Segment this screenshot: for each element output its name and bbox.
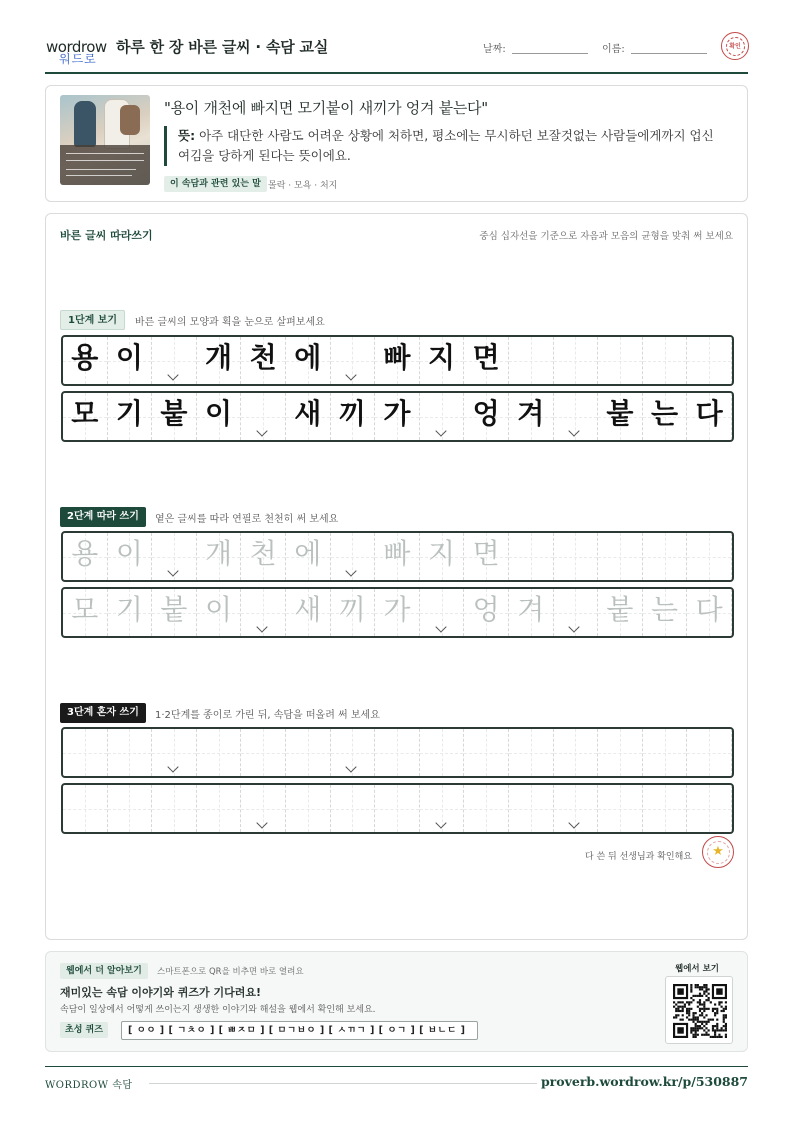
chosung-quiz-box[interactable]: [ ㅇㅇ ] [ ㄱㅊㅇ ] [ ㅃㅈㅁ ] [ ㅁㄱㅂㅇ ] [ ㅅㄲㄱ ] [ ㅇㄱ ] [ ㅂㄴㄷ ] [121, 1021, 478, 1040]
grid-char: 이 [205, 593, 233, 626]
name-label: 이름: [602, 44, 625, 55]
grid-char: 가 [383, 397, 411, 430]
grid-cell [241, 393, 286, 440]
grid-char: 지 [428, 341, 456, 374]
grid-char: 붙 [160, 593, 188, 626]
grid-cell[interactable] [331, 589, 376, 636]
grid-char: 끼 [338, 397, 366, 430]
step3-badge: 3단계 혼자 쓰기 [60, 703, 146, 723]
grid-cell[interactable] [643, 589, 688, 636]
grid-char: 이 [115, 537, 143, 570]
grid-char: 용 [71, 341, 99, 374]
grid-cell[interactable] [108, 785, 153, 832]
grid-char: 에 [294, 537, 322, 570]
space-mark-icon [167, 761, 178, 772]
check-text: 다 쓴 뒤 선생님과 확인해요 [584, 852, 692, 862]
grid-cell [420, 393, 465, 440]
grid-cell[interactable] [643, 729, 688, 776]
grid-char: 엉 [472, 397, 500, 430]
grid-cell[interactable] [331, 533, 376, 580]
grid-char: 모 [71, 593, 99, 626]
grid-cell [687, 337, 732, 384]
grid-cell [687, 393, 732, 440]
space-mark-icon [167, 565, 178, 576]
grid-cell [643, 393, 688, 440]
seal-icon [721, 32, 749, 60]
grid-cell[interactable] [241, 589, 286, 636]
grid-cell[interactable] [509, 785, 554, 832]
grid-cell[interactable] [197, 785, 242, 832]
grid-char: 기 [115, 593, 143, 626]
grid-char: 천 [249, 341, 277, 374]
grid-cell[interactable] [375, 533, 420, 580]
qr-label: 웹에서 보기 [674, 964, 719, 974]
wordrow-logo[interactable] [45, 34, 109, 66]
grid-cell[interactable] [598, 729, 643, 776]
step2-badge: 2단계 따라 쓰기 [60, 507, 146, 527]
grid-char: 면 [472, 537, 500, 570]
grid-char: 겨 [517, 397, 545, 430]
grid-cell[interactable] [241, 533, 286, 580]
grid-cell[interactable] [509, 533, 554, 580]
grid-char: 모 [71, 397, 99, 430]
grid-cell [509, 393, 554, 440]
grid-cell[interactable] [509, 729, 554, 776]
grid-cell [108, 393, 153, 440]
proverb-quote: "용이 개천에 빠지면 모기붙이 새끼가 엉겨 붙는다" [164, 99, 488, 117]
grid-char: 새 [294, 397, 322, 430]
grid-cell[interactable] [197, 729, 242, 776]
grid-cell[interactable] [464, 533, 509, 580]
footer-url[interactable]: proverb.wordrow.kr/p/530887 [540, 1074, 748, 1089]
space-mark-icon [256, 817, 267, 828]
grid-char: 빠 [383, 537, 411, 570]
step1-desc: 바른 글씨의 모양과 획을 눈으로 살펴보세요 [135, 317, 325, 328]
grid-cell[interactable] [464, 729, 509, 776]
proverb-meaning [164, 126, 724, 166]
qr-code[interactable] [665, 976, 733, 1044]
space-mark-icon [569, 621, 580, 632]
date-field[interactable] [512, 53, 588, 54]
star-icon: ★ [712, 844, 724, 859]
space-mark-icon [435, 425, 446, 436]
promo-desc: 속담이 일상에서 어떻게 쓰이는지 생생한 이야기와 해설을 웹에서 확인해 보세요. [60, 1005, 376, 1015]
grid-cell [152, 337, 197, 384]
grid-char: 개 [205, 537, 233, 570]
grid-cell [63, 337, 108, 384]
grid-cell [197, 337, 242, 384]
grid-cell[interactable] [687, 785, 732, 832]
step3-row-1[interactable] [61, 727, 734, 778]
grid-cell [331, 393, 376, 440]
grid-cell[interactable] [375, 729, 420, 776]
grid-cell[interactable] [420, 589, 465, 636]
grid-cell [375, 393, 420, 440]
grid-cell [554, 337, 599, 384]
meaning-text: 아주 대단한 사람도 어려운 상황에 처하면, 평소에는 무시하던 보잘것없는 사람들에게까지 업신여김을 당하게 된다는 뜻이에요. [178, 128, 714, 163]
grid-cell[interactable] [598, 589, 643, 636]
grid-cell [197, 393, 242, 440]
grid-cell [152, 393, 197, 440]
grid-char: 겨 [517, 593, 545, 626]
grid-cell[interactable] [63, 533, 108, 580]
grid-char: 가 [383, 593, 411, 626]
grid-cell[interactable] [197, 533, 242, 580]
space-mark-icon [435, 817, 446, 828]
grid-cell[interactable] [152, 589, 197, 636]
practice-hint: 중심 십자선을 기준으로 자음과 모음의 균형을 맞춰 써 보세요 [479, 231, 733, 242]
grid-cell [420, 337, 465, 384]
grid-cell[interactable] [241, 729, 286, 776]
logo-subtext: 워드로 [59, 52, 97, 66]
space-mark-icon [569, 817, 580, 828]
footer-brand: WORDROW 속담 [45, 1080, 133, 1091]
grid-char: 용 [71, 537, 99, 570]
grid-cell[interactable] [643, 785, 688, 832]
space-mark-icon [346, 761, 357, 772]
grid-cell[interactable] [554, 729, 599, 776]
grid-cell[interactable] [687, 533, 732, 580]
grid-char: 천 [249, 537, 277, 570]
grid-cell[interactable] [375, 785, 420, 832]
web-hint: 스마트폰으로 QR을 비추면 바로 열려요 [157, 967, 304, 977]
grid-cell [286, 337, 331, 384]
grid-char: 다 [695, 593, 723, 626]
grid-cell [375, 337, 420, 384]
grid-char: 끼 [338, 593, 366, 626]
step3-desc: 1·2단계를 종이로 가린 뒤, 속담을 떠올려 써 보세요 [155, 710, 380, 721]
grid-cell [331, 337, 376, 384]
name-field[interactable] [631, 53, 707, 54]
grid-cell[interactable] [286, 729, 331, 776]
step1-row-2 [61, 391, 734, 442]
grid-cell[interactable] [687, 729, 732, 776]
proverb-illustration [60, 95, 150, 185]
grid-cell [286, 393, 331, 440]
step1-badge: 1단계 보기 [60, 310, 125, 330]
grid-cell[interactable] [241, 785, 286, 832]
grid-cell[interactable] [509, 589, 554, 636]
footer-divider [45, 1066, 748, 1067]
grid-cell[interactable] [197, 589, 242, 636]
space-mark-icon [167, 369, 178, 380]
grid-cell[interactable] [152, 533, 197, 580]
grid-cell [509, 337, 554, 384]
grid-char: 개 [205, 341, 233, 374]
grid-cell[interactable] [108, 589, 153, 636]
grid-char: 이 [205, 397, 233, 430]
grid-char: 엉 [472, 593, 500, 626]
grid-cell [464, 393, 509, 440]
step2-row-2[interactable] [61, 587, 734, 638]
grid-cell[interactable] [464, 785, 509, 832]
date-label: 날짜: [483, 44, 506, 55]
grid-char: 새 [294, 593, 322, 626]
grid-cell[interactable] [152, 729, 197, 776]
grid-cell[interactable] [331, 729, 376, 776]
step2-row-1[interactable] [61, 531, 734, 582]
related-words: 몰락 · 모욕 · 처지 [268, 181, 338, 191]
grid-cell[interactable] [63, 729, 108, 776]
grid-cell[interactable] [420, 533, 465, 580]
grid-cell[interactable] [554, 589, 599, 636]
qr-code-icon [673, 984, 727, 1038]
grid-cell[interactable] [286, 785, 331, 832]
grid-cell[interactable] [331, 785, 376, 832]
grid-cell[interactable] [643, 533, 688, 580]
space-mark-icon [256, 425, 267, 436]
grid-char: 다 [695, 397, 723, 430]
quiz-badge: 초성 퀴즈 [60, 1022, 108, 1038]
grid-char: 지 [428, 537, 456, 570]
teacher-stamp-icon [702, 836, 734, 868]
grid-cell[interactable] [63, 589, 108, 636]
grid-cell[interactable] [598, 785, 643, 832]
grid-cell[interactable] [108, 533, 153, 580]
seal-text: 확인 [729, 43, 741, 50]
grid-cell[interactable] [420, 729, 465, 776]
meaning-label: 뜻: [178, 128, 196, 143]
promo-title: 재미있는 속담 이야기와 퀴즈가 기다려요! [60, 986, 261, 999]
grid-char: 붙 [160, 397, 188, 430]
grid-cell[interactable] [286, 533, 331, 580]
space-mark-icon [346, 369, 357, 380]
grid-char: 는 [651, 397, 679, 430]
space-mark-icon [569, 425, 580, 436]
page-header [45, 30, 748, 74]
grid-cell [598, 337, 643, 384]
page-title: 하루 한 장 바른 글씨 · 속담 교실 [116, 38, 329, 56]
footer-line [149, 1083, 537, 1084]
space-mark-icon [346, 565, 357, 576]
grid-char: 는 [651, 593, 679, 626]
related-words-badge: 이 속담과 관련 있는 말 [164, 176, 267, 192]
grid-cell[interactable] [687, 589, 732, 636]
grid-cell [598, 393, 643, 440]
grid-cell[interactable] [286, 589, 331, 636]
grid-char: 빠 [383, 341, 411, 374]
practice-card [45, 213, 748, 940]
grid-cell[interactable] [108, 729, 153, 776]
grid-cell[interactable] [63, 785, 108, 832]
grid-cell [643, 337, 688, 384]
grid-cell [554, 393, 599, 440]
grid-cell[interactable] [152, 785, 197, 832]
grid-cell [108, 337, 153, 384]
web-promo-card [45, 951, 748, 1052]
proverb-card [45, 85, 748, 202]
space-mark-icon [256, 621, 267, 632]
grid-char: 붙 [606, 397, 634, 430]
grid-char: 붙 [606, 593, 634, 626]
web-more-badge[interactable]: 웹에서 더 알아보기 [60, 963, 148, 979]
grid-char: 에 [294, 341, 322, 374]
grid-char: 면 [472, 341, 500, 374]
logo-text: wordrow [46, 38, 107, 56]
grid-char: 기 [115, 397, 143, 430]
practice-title: 바른 글씨 따라쓰기 [60, 229, 153, 242]
grid-cell[interactable] [598, 533, 643, 580]
space-mark-icon [435, 621, 446, 632]
grid-char: 이 [115, 341, 143, 374]
step2-desc: 옅은 글씨를 따라 연필로 천천히 써 보세요 [155, 514, 339, 525]
grid-cell[interactable] [420, 785, 465, 832]
grid-cell [464, 337, 509, 384]
grid-cell [241, 337, 286, 384]
grid-cell[interactable] [464, 589, 509, 636]
grid-cell[interactable] [375, 589, 420, 636]
step3-row-2[interactable] [61, 783, 734, 834]
grid-cell[interactable] [554, 533, 599, 580]
grid-cell [63, 393, 108, 440]
grid-cell[interactable] [554, 785, 599, 832]
step1-row-1 [61, 335, 734, 386]
